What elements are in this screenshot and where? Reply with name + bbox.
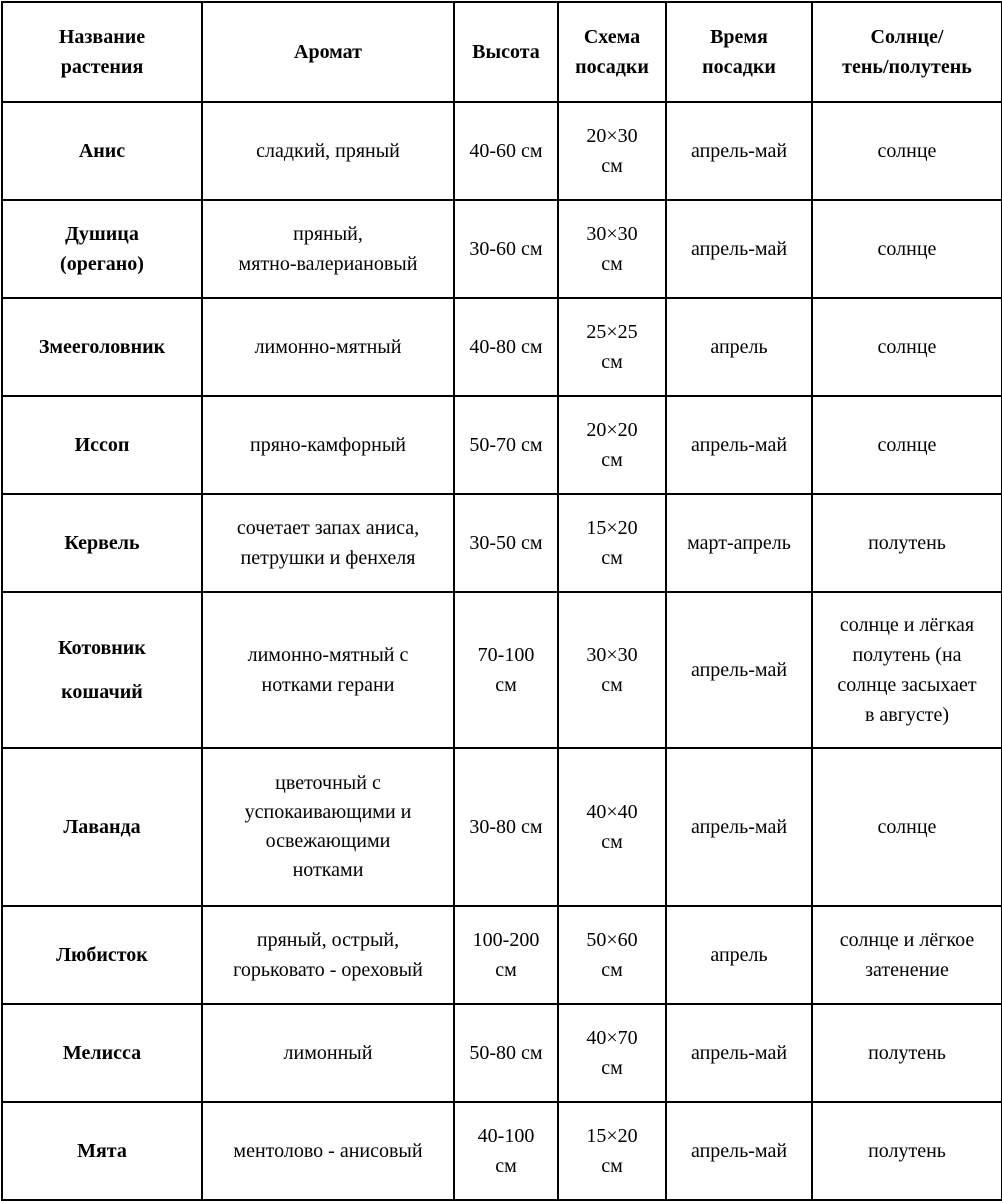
table-row <box>2 396 1002 494</box>
plant-time: март-апрель <box>666 494 812 592</box>
plant-aroma: пряный, острый, горьковато - ореховый <box>202 906 454 1004</box>
header-light: Солнце/ тень/полутень <box>812 2 1002 102</box>
plant-time: апрель-май <box>666 102 812 200</box>
plant-height: 30-60 см <box>454 200 558 298</box>
plant-scheme: 30×30 см <box>558 592 666 748</box>
table-row <box>2 592 1002 748</box>
plant-name: Змееголовник <box>2 298 202 396</box>
plant-light: полутень <box>812 1004 1002 1102</box>
plant-light: полутень <box>812 494 1002 592</box>
table-row <box>2 748 1002 906</box>
plant-name: Мята <box>2 1102 202 1200</box>
plant-height: 70-100 см <box>454 592 558 748</box>
table-row <box>2 102 1002 200</box>
plant-scheme: 30×30 см <box>558 200 666 298</box>
plant-scheme: 50×60 см <box>558 906 666 1004</box>
plant-light: солнце и лёгкое затенение <box>812 906 1002 1004</box>
header-scheme: Схема посадки <box>558 2 666 102</box>
plant-aroma: лимонно-мятный <box>202 298 454 396</box>
table-row <box>2 298 1002 396</box>
plant-name: Мелисса <box>2 1004 202 1102</box>
header-aroma: Аромат <box>202 2 454 102</box>
plant-scheme: 20×30 см <box>558 102 666 200</box>
plant-scheme: 15×20 см <box>558 1102 666 1200</box>
header-height: Высота <box>454 2 558 102</box>
plant-name: Лаванда <box>2 748 202 906</box>
header-time: Время посадки <box>666 2 812 102</box>
herbs-table <box>1 1 1002 1201</box>
plant-scheme: 40×40 см <box>558 748 666 906</box>
plant-time: апрель-май <box>666 1004 812 1102</box>
plant-aroma: лимонно-мятный с нотками герани <box>202 592 454 748</box>
plant-light: солнце <box>812 396 1002 494</box>
plant-light: солнце <box>812 102 1002 200</box>
plant-time: апрель-май <box>666 748 812 906</box>
plant-scheme: 20×20 см <box>558 396 666 494</box>
header-name: Название растения <box>2 2 202 102</box>
plant-time: апрель <box>666 298 812 396</box>
table-row <box>2 494 1002 592</box>
plant-scheme: 40×70 см <box>558 1004 666 1102</box>
plant-aroma: сладкий, пряный <box>202 102 454 200</box>
plant-aroma: лимонный <box>202 1004 454 1102</box>
plant-light: солнце <box>812 748 1002 906</box>
plant-height: 40-80 см <box>454 298 558 396</box>
plant-time: апрель-май <box>666 200 812 298</box>
plant-aroma: пряно-камфорный <box>202 396 454 494</box>
plant-aroma: цветочный с успокаивающими и освежающими нотками <box>202 748 454 906</box>
plant-height: 30-50 см <box>454 494 558 592</box>
plant-name: Иссоп <box>2 396 202 494</box>
plant-height: 40-100 см <box>454 1102 558 1200</box>
plant-scheme: 25×25 см <box>558 298 666 396</box>
plant-time: апрель <box>666 906 812 1004</box>
plant-name: Анис <box>2 102 202 200</box>
plant-time: апрель-май <box>666 396 812 494</box>
table-row <box>2 1004 1002 1102</box>
plant-light: солнце и лёгкая полутень (на солнце засыхает в августе) <box>812 592 1002 748</box>
plant-scheme: 15×20 см <box>558 494 666 592</box>
plant-aroma: сочетает запах аниса, петрушки и фенхеля <box>202 494 454 592</box>
table-row <box>2 200 1002 298</box>
table-row <box>2 906 1002 1004</box>
plant-name: Душица (орегано) <box>2 200 202 298</box>
header-row <box>2 2 1002 102</box>
plant-height: 50-80 см <box>454 1004 558 1102</box>
plant-name: Любисток <box>2 906 202 1004</box>
plant-time: апрель-май <box>666 592 812 748</box>
plant-light: солнце <box>812 200 1002 298</box>
plant-name: Котовник кошачий <box>2 592 202 748</box>
plant-height: 50-70 см <box>454 396 558 494</box>
plant-aroma: ментолово - анисовый <box>202 1102 454 1200</box>
plant-time: апрель-май <box>666 1102 812 1200</box>
plant-name: Кервель <box>2 494 202 592</box>
plant-height: 40-60 см <box>454 102 558 200</box>
plant-height: 30-80 см <box>454 748 558 906</box>
plant-light: солнце <box>812 298 1002 396</box>
plant-light: полутень <box>812 1102 1002 1200</box>
plant-aroma: пряный, мятно-валериановый <box>202 200 454 298</box>
table-row <box>2 1102 1002 1200</box>
plant-height: 100-200 см <box>454 906 558 1004</box>
